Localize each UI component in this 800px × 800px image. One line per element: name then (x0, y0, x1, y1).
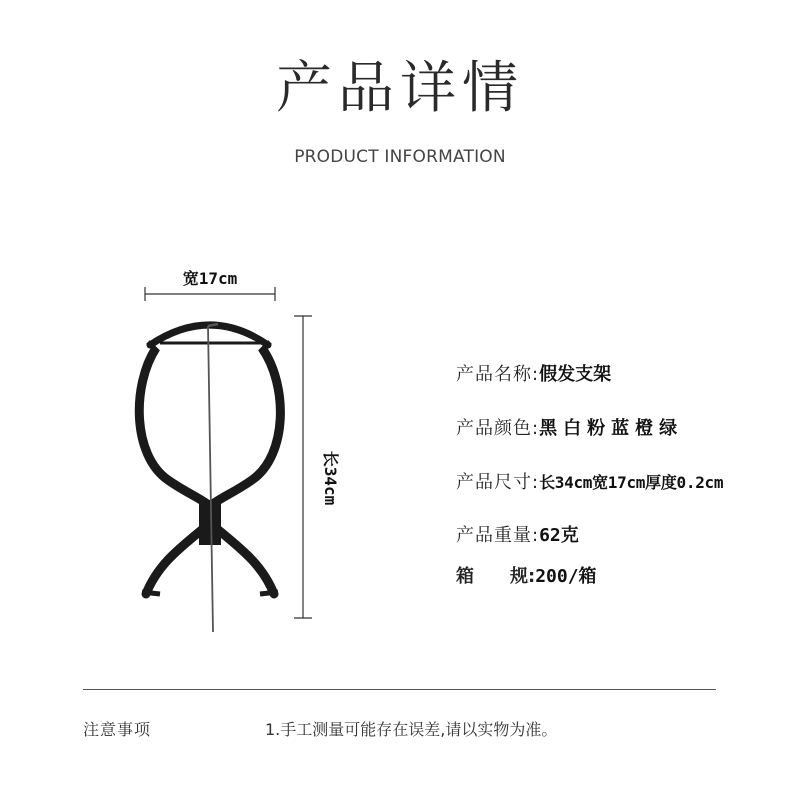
spec-row-colors (456, 418, 683, 440)
spec-size-label: 产品尺寸: (456, 472, 540, 493)
spec-row-name (456, 364, 611, 386)
width-label: 宽17cm (182, 269, 238, 288)
wig-stand-illustration (120, 255, 360, 640)
spec-colors-value: 黑白粉蓝橙绿 (539, 418, 684, 439)
spec-box-value: 200/箱 (535, 566, 597, 587)
notice-label: 注意事项 (83, 720, 152, 739)
spec-box-label: 箱 规: (456, 566, 536, 587)
spec-weight-label: 产品重量: (456, 525, 540, 546)
notice-text: 1.手工测量可能存在误差,请以实物为准。 (265, 720, 558, 739)
wig-stand-icon (139, 324, 280, 632)
spec-name-label: 产品名称: (456, 364, 540, 385)
spec-size-value: 长34cm宽17cm厚度0.2cm (539, 473, 724, 492)
spec-weight-value: 62克 (539, 525, 579, 546)
page-title: 产品详情 (276, 56, 524, 121)
spec-name-value: 假发支架 (539, 364, 612, 385)
length-dimension (294, 316, 340, 618)
length-label: 长34cm (321, 450, 340, 506)
width-dimension (145, 269, 275, 301)
section-divider (83, 689, 716, 690)
page-subtitle: PRODUCT INFORMATION (294, 147, 506, 167)
spec-row-size (456, 472, 723, 494)
spec-row-box (456, 566, 597, 588)
spec-colors-label: 产品颜色: (456, 418, 540, 439)
spec-row-weight (456, 525, 579, 547)
